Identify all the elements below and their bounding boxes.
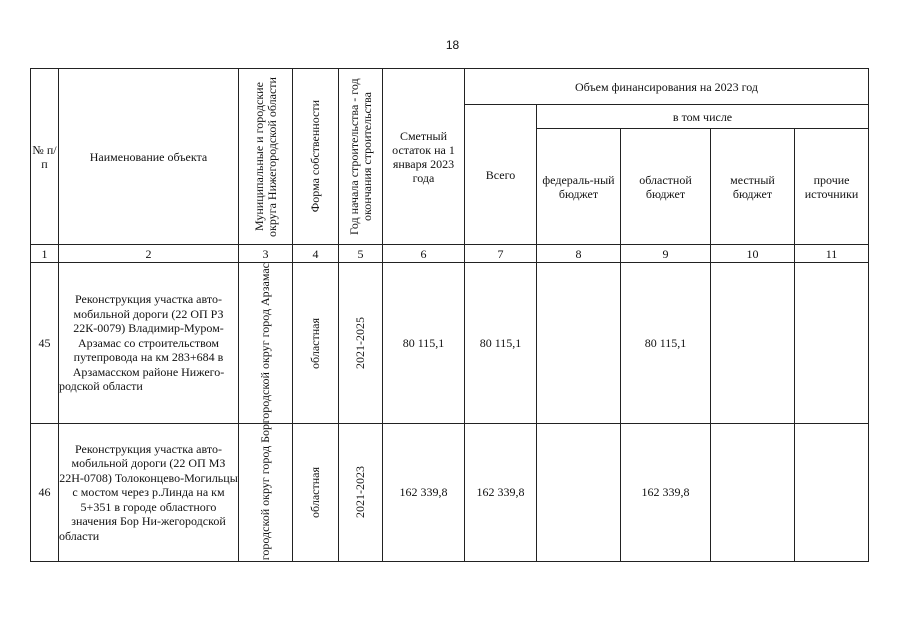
header-years: Год начала строительства - год окончания строительства [346, 78, 374, 235]
table-row [31, 424, 869, 561]
row-number: 45 [31, 263, 59, 424]
header-federal: федераль-ный бюджет [537, 129, 621, 245]
years-cell [339, 424, 383, 561]
header-including: в том числе [537, 105, 869, 129]
column-number: 2 [59, 245, 239, 263]
header-years-cell [339, 69, 383, 245]
municipality: городской округ город Арзамас [258, 263, 272, 424]
local-budget [711, 263, 795, 424]
municipality-cell [239, 424, 293, 561]
other-sources [795, 263, 869, 424]
local-budget [711, 424, 795, 561]
page-number: 18 [445, 38, 460, 52]
regional-budget: 162 339,8 [621, 424, 711, 561]
header-local: местный бюджет [711, 129, 795, 245]
column-number: 7 [465, 245, 537, 263]
column-number: 10 [711, 245, 795, 263]
estimated-balance: 80 115,1 [383, 263, 465, 424]
federal-budget [537, 263, 621, 424]
ownership: областная [308, 467, 322, 518]
object-name: Реконструкция участка авто-мобильной дороги (22 ОП МЗ 22Н-0708) Толоконцево-Могильцы с мостом через р.Линда на км 5+351 в городе областного значения Бор Ни-жегородской области [59, 424, 239, 561]
column-number: 6 [383, 245, 465, 263]
total: 80 115,1 [465, 263, 537, 424]
column-number: 8 [537, 245, 621, 263]
header-total: Всего [465, 105, 537, 245]
column-number: 3 [239, 245, 293, 263]
years: 2021-2025 [353, 317, 367, 370]
header-municipality-cell [239, 69, 293, 245]
header-ownership-cell [293, 69, 339, 245]
column-number: 4 [293, 245, 339, 263]
header-no: № п/п [31, 69, 59, 245]
header-estimated-balance: Сметный остаток на 1 января 2023 года [383, 69, 465, 245]
object-name: Реконструкция участка авто-мобильной дороги (22 ОП РЗ 22К-0079) Владимир-Муром-Арзамас со строительством путепровода на км 283+684 в Арзамасском районе Нижего-родской области [59, 263, 239, 424]
ownership-cell [293, 424, 339, 561]
years: 2021-2023 [353, 466, 367, 519]
table-row [31, 263, 869, 424]
row-number: 46 [31, 424, 59, 561]
header-municipality: Муниципальные и городские округа Нижегородской области [251, 76, 279, 237]
estimated-balance: 162 339,8 [383, 424, 465, 561]
column-number: 9 [621, 245, 711, 263]
header-object-name: Наименование объекта [59, 69, 239, 245]
header-regional: областной бюджет [621, 129, 711, 245]
regional-budget: 80 115,1 [621, 263, 711, 424]
municipality: городской округ город Бор [258, 424, 272, 561]
years-cell [339, 263, 383, 424]
column-number: 1 [31, 245, 59, 263]
ownership: областная [308, 317, 322, 369]
column-number: 11 [795, 245, 869, 263]
header-other: прочие источники [795, 129, 869, 245]
other-sources [795, 424, 869, 561]
financing-table [30, 68, 869, 562]
column-number: 5 [339, 245, 383, 263]
federal-budget [537, 424, 621, 561]
header-financing: Объем финансирования на 2023 год [465, 69, 869, 105]
municipality-cell [239, 263, 293, 424]
total: 162 339,8 [465, 424, 537, 561]
header-ownership: Форма собственности [308, 100, 322, 213]
ownership-cell [293, 263, 339, 424]
